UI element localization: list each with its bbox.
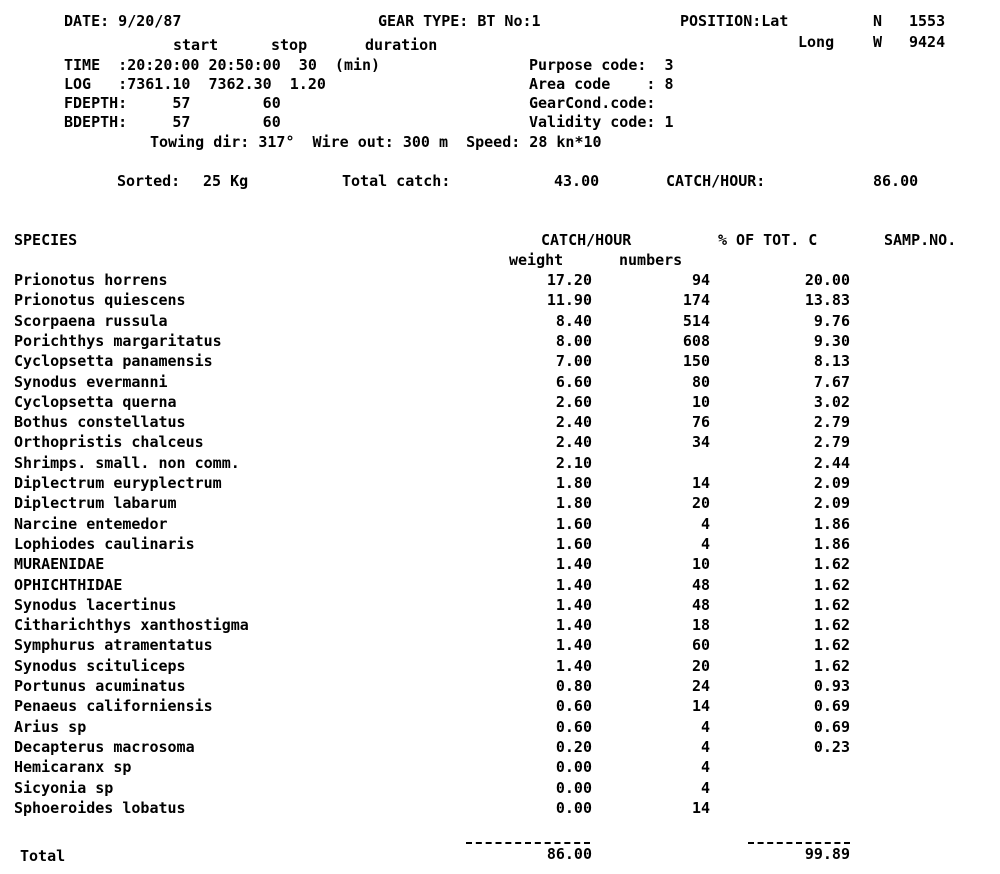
col-duration: duration — [365, 36, 438, 54]
catch-weight: 1.60 — [555, 535, 592, 553]
area-code: Area code : 8 — [529, 75, 674, 93]
col-pct-header: % OF TOT. C — [718, 231, 818, 249]
catch-numbers: 14 — [691, 799, 710, 817]
catch-numbers: 48 — [691, 576, 710, 594]
weight-total-rule — [466, 842, 590, 844]
catch-numbers: 94 — [691, 271, 710, 289]
pct-of-total: 2.09 — [813, 494, 850, 512]
lat-val: 1553 — [909, 12, 946, 30]
species-name: OPHICHTHIDAE — [14, 576, 123, 594]
catch-weight: 1.40 — [555, 616, 592, 634]
species-name: Penaeus californiensis — [14, 697, 213, 715]
total-catch-value: 43.00 — [554, 172, 600, 190]
catch-numbers: 4 — [700, 758, 710, 776]
purpose-code: Purpose code: 3 — [529, 56, 674, 74]
catch-hour-value: 86.00 — [873, 172, 919, 190]
col-stop: stop — [271, 36, 308, 54]
catch-weight: 11.90 — [546, 291, 592, 309]
sub-numbers-header: numbers — [619, 251, 683, 269]
catch-numbers: 48 — [691, 596, 710, 614]
catch-numbers: 24 — [691, 677, 710, 695]
species-name: Cyclopsetta querna — [14, 393, 177, 411]
towing-row: Towing dir: 317° Wire out: 300 m Speed: 28 kn*10 — [150, 133, 602, 151]
position-label: POSITION:Lat — [680, 12, 789, 30]
total-catch-label: Total catch: — [342, 172, 451, 190]
catch-numbers: 4 — [700, 738, 710, 756]
catch-weight: 1.40 — [555, 555, 592, 573]
time-row: TIME :20:20:00 20:50:00 30 (min) — [64, 56, 381, 74]
catch-numbers: 18 — [691, 616, 710, 634]
catch-numbers: 514 — [682, 312, 710, 330]
species-name: Cyclopsetta panamensis — [14, 352, 213, 370]
catch-numbers: 10 — [691, 393, 710, 411]
catch-weight: 0.60 — [555, 697, 592, 715]
catch-weight: 1.80 — [555, 474, 592, 492]
pct-of-total: 0.93 — [813, 677, 850, 695]
species-name: Prionotus horrens — [14, 271, 168, 289]
pct-of-total: 1.86 — [813, 535, 850, 553]
pct-of-total: 0.69 — [813, 697, 850, 715]
pct-of-total: 20.00 — [804, 271, 850, 289]
species-name: Synodus scituliceps — [14, 657, 186, 675]
catch-weight: 8.40 — [555, 312, 592, 330]
validity-code: Validity code: 1 — [529, 113, 674, 131]
species-name: Synodus evermanni — [14, 373, 168, 391]
catch-weight: 17.20 — [546, 271, 592, 289]
species-name: Narcine entemedor — [14, 515, 168, 533]
catch-weight: 8.00 — [555, 332, 592, 350]
species-name: Decapterus macrosoma — [14, 738, 195, 756]
pct-of-total: 2.79 — [813, 413, 850, 431]
total-weight: 86.00 — [546, 845, 592, 863]
fdepth-row: FDEPTH: 57 60 — [64, 94, 281, 112]
long-val: 9424 — [909, 33, 946, 51]
long-dir: W — [873, 33, 883, 51]
catch-weight: 0.00 — [555, 758, 592, 776]
pct-of-total: 9.76 — [813, 312, 850, 330]
species-name: Synodus lacertinus — [14, 596, 177, 614]
pct-of-total: 2.79 — [813, 433, 850, 451]
col-catch-hour-header: CATCH/HOUR — [541, 231, 632, 249]
pct-of-total: 1.62 — [813, 636, 850, 654]
species-name: Hemicaranx sp — [14, 758, 132, 776]
catch-weight: 7.00 — [555, 352, 592, 370]
catch-hour-label: CATCH/HOUR: — [666, 172, 766, 190]
pct-of-total: 1.62 — [813, 657, 850, 675]
sorted-value: 25 Kg — [203, 172, 249, 190]
catch-numbers: 608 — [682, 332, 710, 350]
species-name: Porichthys margaritatus — [14, 332, 222, 350]
species-name: Diplectrum labarum — [14, 494, 177, 512]
gear-type: GEAR TYPE: BT No:1 — [378, 12, 541, 30]
catch-weight: 2.10 — [555, 454, 592, 472]
pct-of-total: 1.86 — [813, 515, 850, 533]
pct-of-total: 2.44 — [813, 454, 850, 472]
catch-numbers: 10 — [691, 555, 710, 573]
pct-of-total: 1.62 — [813, 596, 850, 614]
species-name: Diplectrum euryplectrum — [14, 474, 222, 492]
species-name: Bothus constellatus — [14, 413, 186, 431]
catch-numbers: 4 — [700, 515, 710, 533]
log-row: LOG :7361.10 7362.30 1.20 — [64, 75, 326, 93]
total-pct: 99.89 — [804, 845, 850, 863]
total-label: Total — [20, 847, 66, 865]
catch-weight: 2.40 — [555, 413, 592, 431]
species-name: Lophiodes caulinaris — [14, 535, 195, 553]
catch-weight: 1.40 — [555, 576, 592, 594]
species-name: Sicyonia sp — [14, 779, 114, 797]
col-species-header: SPECIES — [14, 231, 78, 249]
bdepth-row: BDEPTH: 57 60 — [64, 113, 281, 131]
catch-weight: 1.60 — [555, 515, 592, 533]
species-name: Scorpaena russula — [14, 312, 168, 330]
species-name: Prionotus quiescens — [14, 291, 186, 309]
catch-numbers: 4 — [700, 718, 710, 736]
catch-weight: 0.00 — [555, 799, 592, 817]
sorted-label: Sorted: — [117, 172, 181, 190]
catch-weight: 1.40 — [555, 657, 592, 675]
catch-weight: 0.60 — [555, 718, 592, 736]
catch-numbers: 60 — [691, 636, 710, 654]
catch-numbers: 20 — [691, 494, 710, 512]
col-start: start — [173, 36, 219, 54]
pct-of-total: 9.30 — [813, 332, 850, 350]
catch-numbers: 150 — [682, 352, 710, 370]
long-label: Long — [798, 33, 835, 51]
catch-numbers: 76 — [691, 413, 710, 431]
pct-of-total: 1.62 — [813, 576, 850, 594]
pct-of-total: 0.69 — [813, 718, 850, 736]
species-name: Portunus acuminatus — [14, 677, 186, 695]
species-name: Shrimps. small. non comm. — [14, 454, 240, 472]
lat-dir: N — [873, 12, 883, 30]
catch-numbers: 14 — [691, 697, 710, 715]
species-name: Orthopristis chalceus — [14, 433, 204, 451]
date: DATE: 9/20/87 — [64, 12, 182, 30]
species-name: Citharichthys xanthostigma — [14, 616, 249, 634]
catch-weight: 6.60 — [555, 373, 592, 391]
catch-numbers: 174 — [682, 291, 710, 309]
species-name: Sphoeroides lobatus — [14, 799, 186, 817]
pct-of-total: 3.02 — [813, 393, 850, 411]
catch-weight: 0.80 — [555, 677, 592, 695]
catch-numbers: 20 — [691, 657, 710, 675]
pct-of-total: 1.62 — [813, 555, 850, 573]
pct-total-rule — [748, 842, 850, 844]
catch-numbers: 34 — [691, 433, 710, 451]
catch-weight: 0.20 — [555, 738, 592, 756]
catch-numbers: 80 — [691, 373, 710, 391]
pct-of-total: 7.67 — [813, 373, 850, 391]
pct-of-total: 0.23 — [813, 738, 850, 756]
catch-weight: 1.40 — [555, 596, 592, 614]
pct-of-total: 8.13 — [813, 352, 850, 370]
catch-weight: 2.60 — [555, 393, 592, 411]
catch-weight: 1.40 — [555, 636, 592, 654]
species-name: Symphurus atramentatus — [14, 636, 213, 654]
catch-weight: 1.80 — [555, 494, 592, 512]
catch-numbers: 4 — [700, 779, 710, 797]
pct-of-total: 13.83 — [804, 291, 850, 309]
catch-weight: 2.40 — [555, 433, 592, 451]
species-name: Arius sp — [14, 718, 87, 736]
pct-of-total: 2.09 — [813, 474, 850, 492]
catch-numbers: 14 — [691, 474, 710, 492]
pct-of-total: 1.62 — [813, 616, 850, 634]
sub-weight-header: weight — [509, 251, 564, 269]
catch-weight: 0.00 — [555, 779, 592, 797]
col-samp-header: SAMP.NO. — [884, 231, 957, 249]
gearcond-code: GearCond.code: — [529, 94, 656, 112]
catch-numbers: 4 — [700, 535, 710, 553]
species-name: MURAENIDAE — [14, 555, 105, 573]
